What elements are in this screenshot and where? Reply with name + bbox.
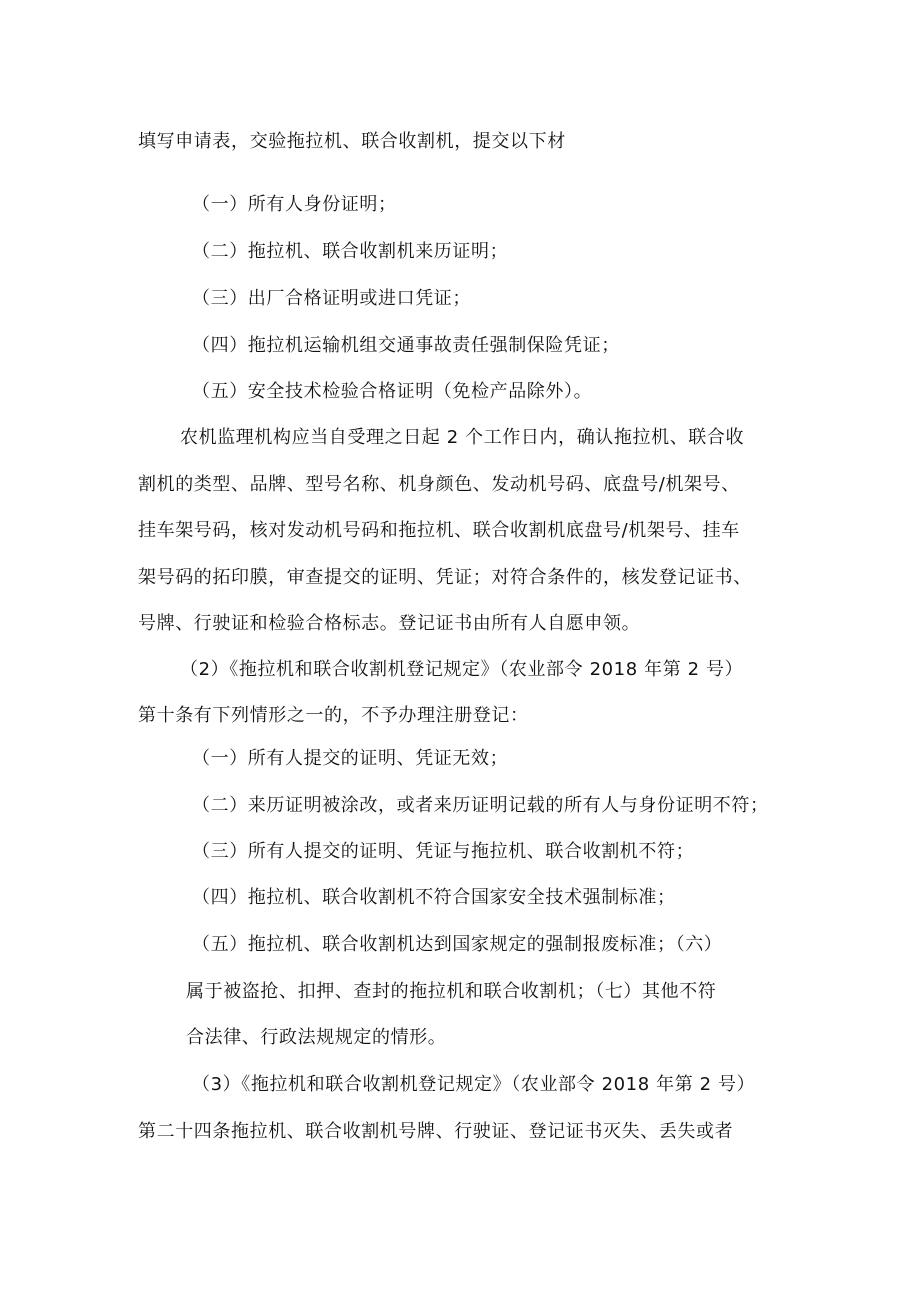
text-line-2: （一）所有人身份证明；	[192, 194, 397, 215]
text-line-6: （五）安全技术检验合格证明（免检产品除外）。	[192, 381, 593, 402]
text-line-4: （三）出厂合格证明或进口凭证；	[192, 288, 471, 309]
text-line-15: （二）来历证明被涂改，或者来历证明记载的所有人与身份证明不符；	[192, 795, 769, 816]
text-line-7: 农机监理机构应当自受理之日起 2 个工作日内，确认拖拉机、联合收	[180, 427, 745, 448]
text-line-16: （三）所有人提交的证明、凭证与拖拉机、联合收割机不符；	[192, 841, 695, 862]
text-line-19: 属于被盗抢、扣押、查封的拖拉机和联合收割机；（七）其他不符	[186, 981, 717, 1002]
text-line-5: （四）拖拉机运输机组交通事故责任强制保险凭证；	[192, 335, 620, 356]
text-line-12: （2）《拖拉机和联合收割机登记规定》（农业部令 2018 年第 2 号）	[180, 659, 744, 680]
text-line-18: （五）拖拉机、联合收割机达到国家规定的强制报废标准；（六）	[192, 934, 723, 955]
text-line-17: （四）拖拉机、联合收割机不符合国家安全技术强制标准；	[192, 887, 676, 908]
text-line-20: 合法律、行政法规规定的情形。	[186, 1027, 447, 1048]
text-line-21: （3）《拖拉机和联合收割机登记规定》（农业部令 2018 年第 2 号）	[192, 1074, 756, 1095]
text-line-10: 架号码的拓印膜，审查提交的证明、凭证；对符合条件的，核发登记证书、	[138, 567, 752, 588]
text-line-13: 第十条有下列情形之一的，不予办理注册登记：	[138, 705, 529, 726]
text-line-11: 号牌、行驶证和检验合格标志。登记证书由所有人自愿申领。	[138, 613, 641, 634]
text-line-14: （一）所有人提交的证明、凭证无效；	[192, 748, 509, 769]
text-line-22: 第二十四条拖拉机、联合收割机号牌、行驶证、登记证书灭失、丢失或者	[138, 1121, 734, 1142]
text-line-3: （二）拖拉机、联合收割机来历证明；	[192, 241, 509, 262]
text-line-1: 填写申请表，交验拖拉机、联合收割机，提交以下材	[138, 131, 566, 152]
text-line-8: 割机的类型、品牌、型号名称、机身颜色、发动机号码、底盘号/机架号、	[138, 474, 740, 495]
text-line-9: 挂车架号码，核对发动机号码和拖拉机、联合收割机底盘号/机架号、挂车	[138, 520, 740, 541]
